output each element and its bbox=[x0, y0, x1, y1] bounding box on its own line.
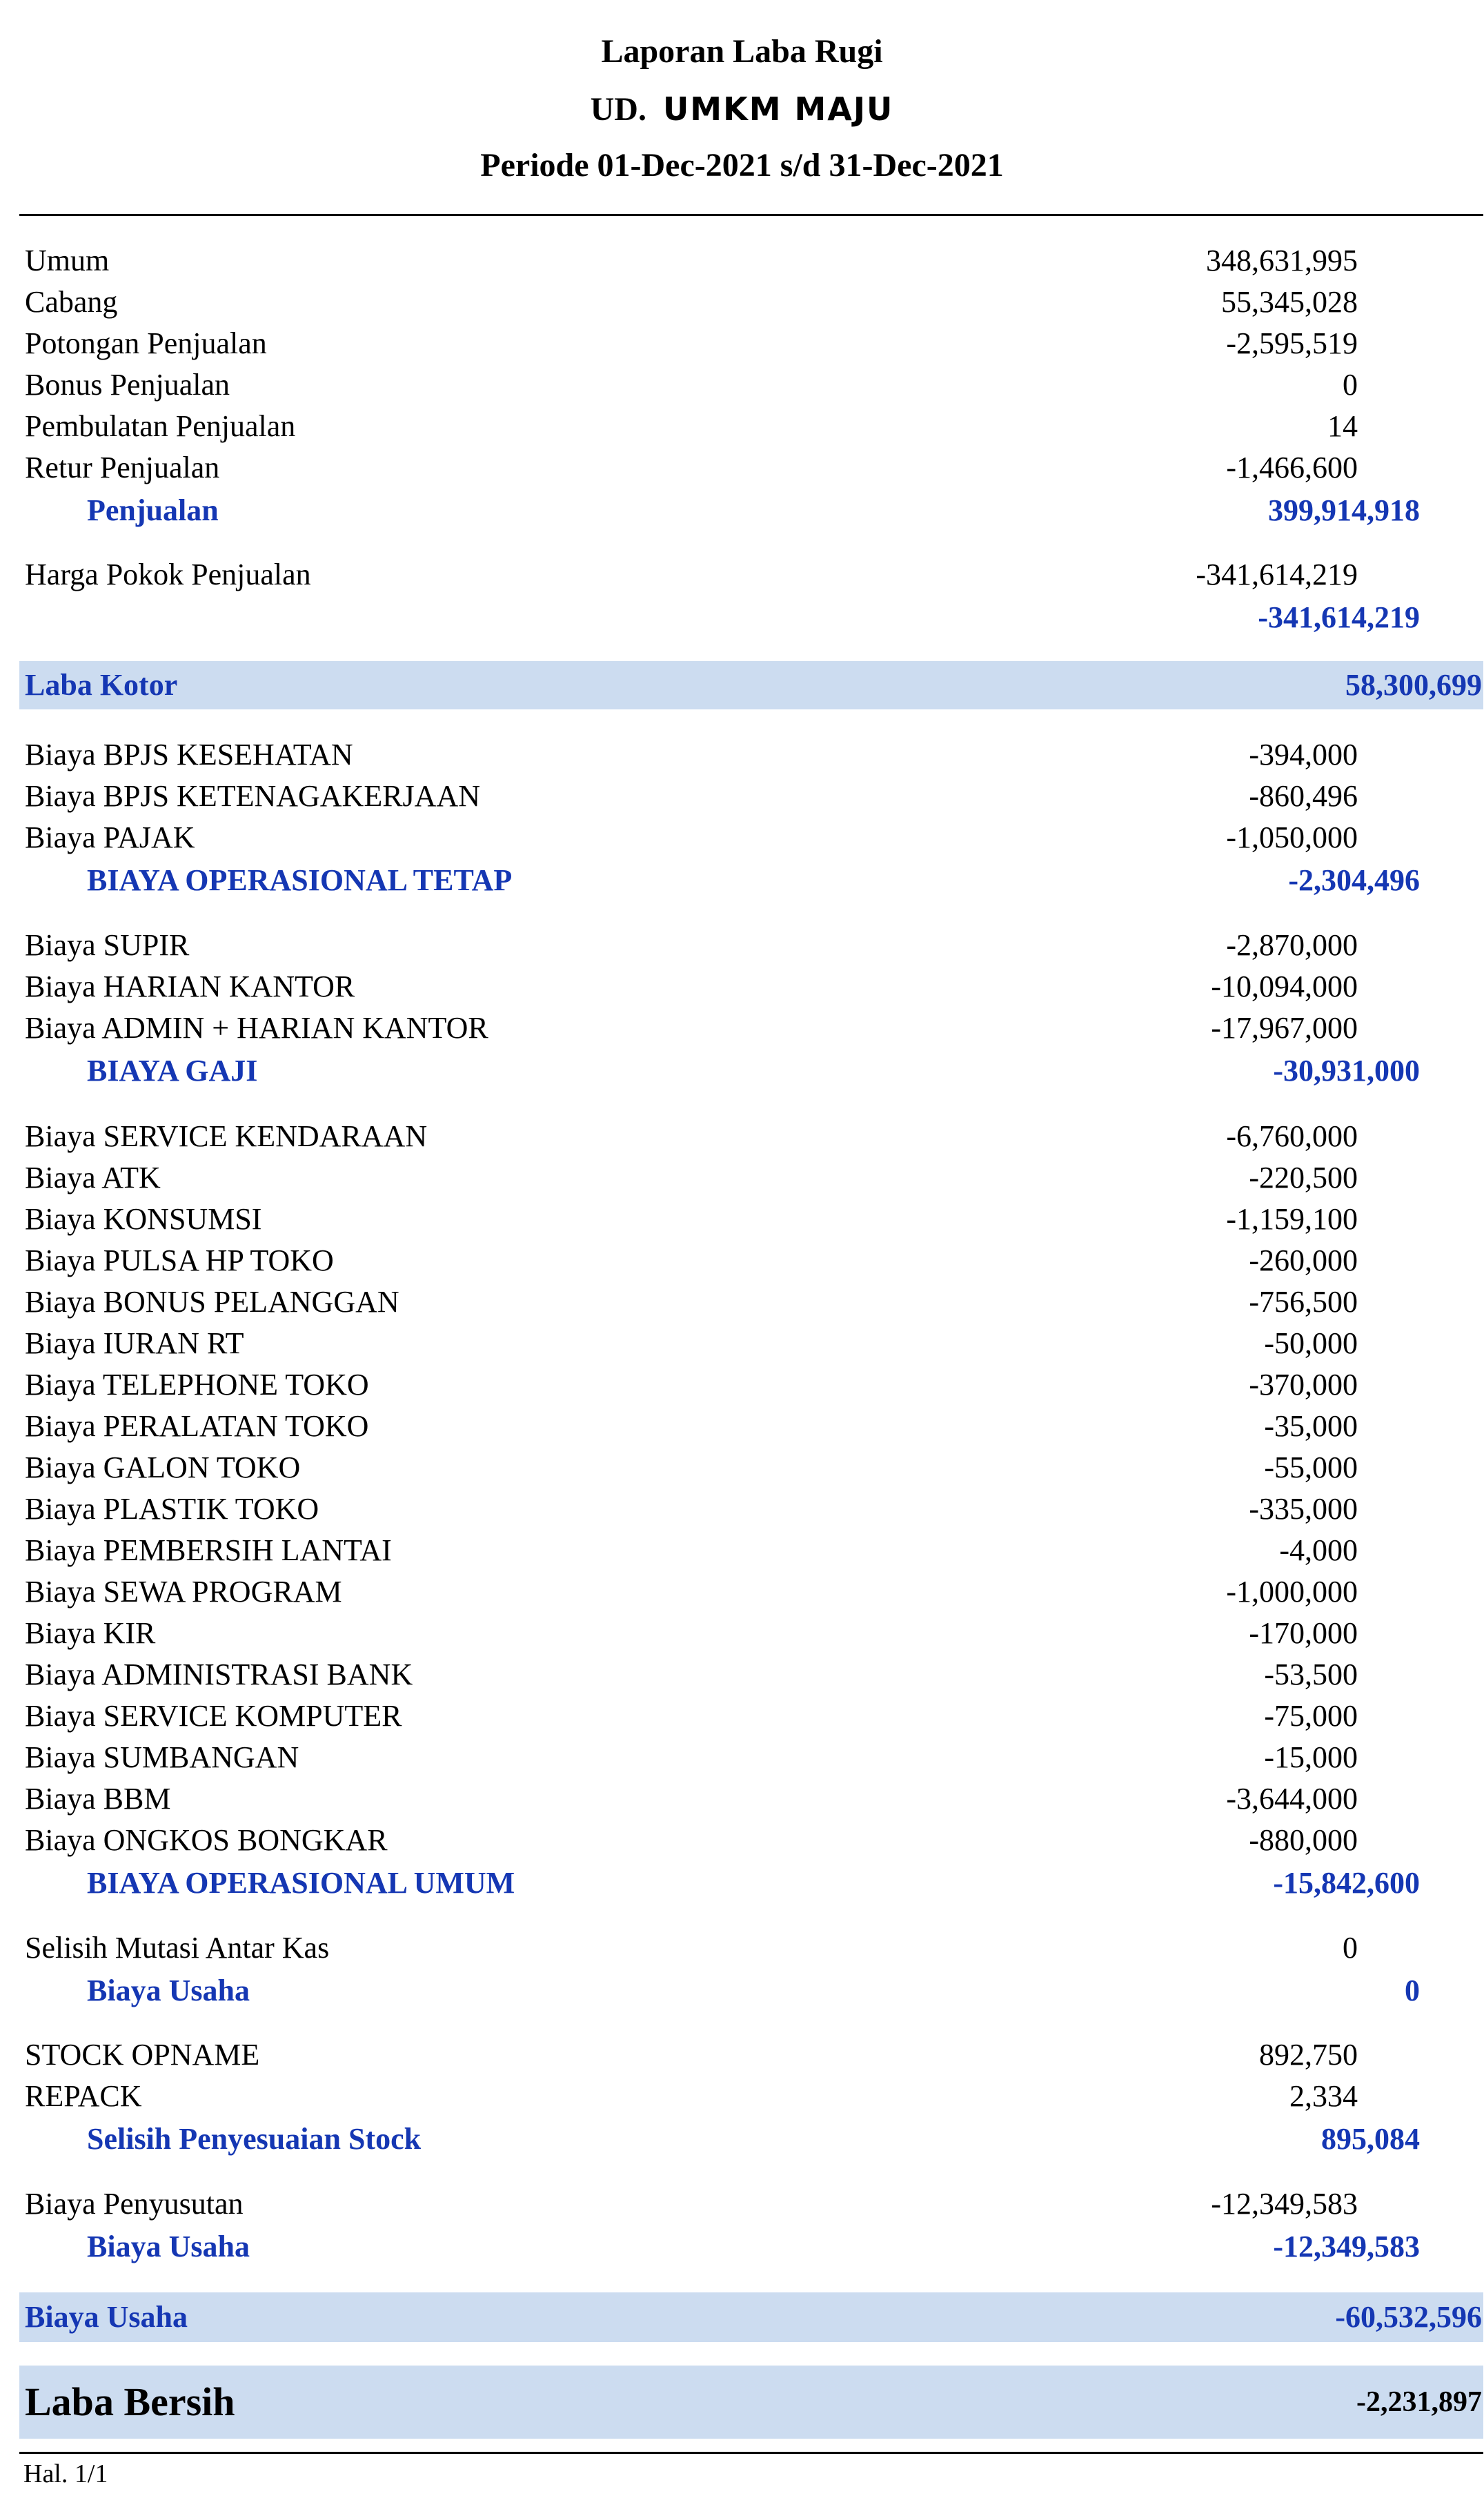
line-item: Biaya Penyusutan -12,349,583 bbox=[25, 2187, 1358, 2221]
laba-bersih-band: Laba Bersih -2,231,897 bbox=[19, 2366, 1483, 2439]
line-item: Selisih Mutasi Antar Kas 0 bbox=[25, 1931, 1358, 1965]
laba-kotor-band: Laba Kotor 58,300,699 bbox=[19, 661, 1483, 709]
line-item: Potongan Penjualan -2,595,519 bbox=[25, 326, 1358, 360]
header-rule bbox=[19, 214, 1483, 216]
report-title: Laporan Laba Rugi bbox=[601, 33, 883, 70]
line-item: Umum 348,631,995 bbox=[25, 244, 1358, 277]
subtotal-row: Penjualan 399,914,918 bbox=[87, 493, 1420, 527]
line-item: Harga Pokok Penjualan -341,614,219 bbox=[25, 558, 1358, 591]
line-item: Biaya BPJS KESEHATAN -394,000 bbox=[25, 738, 1358, 771]
line-item: Biaya SEWA PROGRAM -1,000,000 bbox=[25, 1575, 1358, 1609]
subtotal-row: -341,614,219 bbox=[1258, 600, 1420, 634]
company-prefix: UD. bbox=[590, 91, 646, 128]
line-item: Biaya HARIAN KANTOR -10,094,000 bbox=[25, 970, 1358, 1003]
line-item: Biaya ADMINISTRASI BANK -53,500 bbox=[25, 1658, 1358, 1691]
line-item: Biaya SUPIR -2,870,000 bbox=[25, 928, 1358, 962]
biaya-usaha-total-band: Biaya Usaha -60,532,596 bbox=[19, 2292, 1483, 2342]
line-item: Biaya IURAN RT -50,000 bbox=[25, 1326, 1358, 1360]
line-item: Biaya KONSUMSI -1,159,100 bbox=[25, 1202, 1358, 1236]
line-item: Biaya PEMBERSIH LANTAI -4,000 bbox=[25, 1533, 1358, 1567]
report-period: Periode 01-Dec-2021 s/d 31-Dec-2021 bbox=[480, 147, 1004, 184]
line-item: Bonus Penjualan 0 bbox=[25, 368, 1358, 402]
line-item: Pembulatan Penjualan 14 bbox=[25, 409, 1358, 443]
line-item: Biaya TELEPHONE TOKO -370,000 bbox=[25, 1368, 1358, 1402]
line-item: Biaya GALON TOKO -55,000 bbox=[25, 1451, 1358, 1484]
line-item: Biaya ONGKOS BONGKAR -880,000 bbox=[25, 1823, 1358, 1857]
subtotal-row: BIAYA OPERASIONAL UMUM -15,842,600 bbox=[87, 1866, 1420, 1900]
subtotal-row: Biaya Usaha -12,349,583 bbox=[87, 2230, 1420, 2263]
line-item: Biaya PLASTIK TOKO -335,000 bbox=[25, 1492, 1358, 1526]
line-item: Biaya ATK -220,500 bbox=[25, 1161, 1358, 1194]
line-item: Biaya SERVICE KENDARAAN -6,760,000 bbox=[25, 1119, 1358, 1153]
line-item: Biaya KIR -170,000 bbox=[25, 1616, 1358, 1650]
page-number: Hal. 1/1 bbox=[23, 2459, 108, 2488]
line-item: Biaya BPJS KETENAGAKERJAAN -860,496 bbox=[25, 779, 1358, 813]
line-item: Biaya BBM -3,644,000 bbox=[25, 1782, 1358, 1816]
line-item: Cabang 55,345,028 bbox=[25, 285, 1358, 319]
line-item: Biaya PULSA HP TOKO -260,000 bbox=[25, 1243, 1358, 1277]
line-item: Biaya PERALATAN TOKO -35,000 bbox=[25, 1409, 1358, 1443]
line-item: Retur Penjualan -1,466,600 bbox=[25, 451, 1358, 484]
subtotal-row: BIAYA OPERASIONAL TETAP -2,304,496 bbox=[87, 863, 1420, 897]
line-item: Biaya BONUS PELANGGAN -756,500 bbox=[25, 1285, 1358, 1319]
line-item: Biaya SERVICE KOMPUTER -75,000 bbox=[25, 1699, 1358, 1733]
line-item: Biaya SUMBANGAN -15,000 bbox=[25, 1740, 1358, 1774]
line-item: Biaya ADMIN + HARIAN KANTOR -17,967,000 bbox=[25, 1011, 1358, 1045]
subtotal-row: BIAYA GAJI -30,931,000 bbox=[87, 1054, 1420, 1088]
company-name: UMKM MAJU bbox=[662, 90, 894, 128]
line-item: REPACK 2,334 bbox=[25, 2079, 1358, 2113]
footer-rule bbox=[19, 2452, 1483, 2454]
subtotal-row: Selisih Penyesuaian Stock 895,084 bbox=[87, 2122, 1420, 2156]
line-item: STOCK OPNAME 892,750 bbox=[25, 2038, 1358, 2072]
subtotal-row: Biaya Usaha 0 bbox=[87, 1974, 1420, 2007]
line-item: Biaya PAJAK -1,050,000 bbox=[25, 820, 1358, 854]
company-line bbox=[0, 88, 1484, 130]
